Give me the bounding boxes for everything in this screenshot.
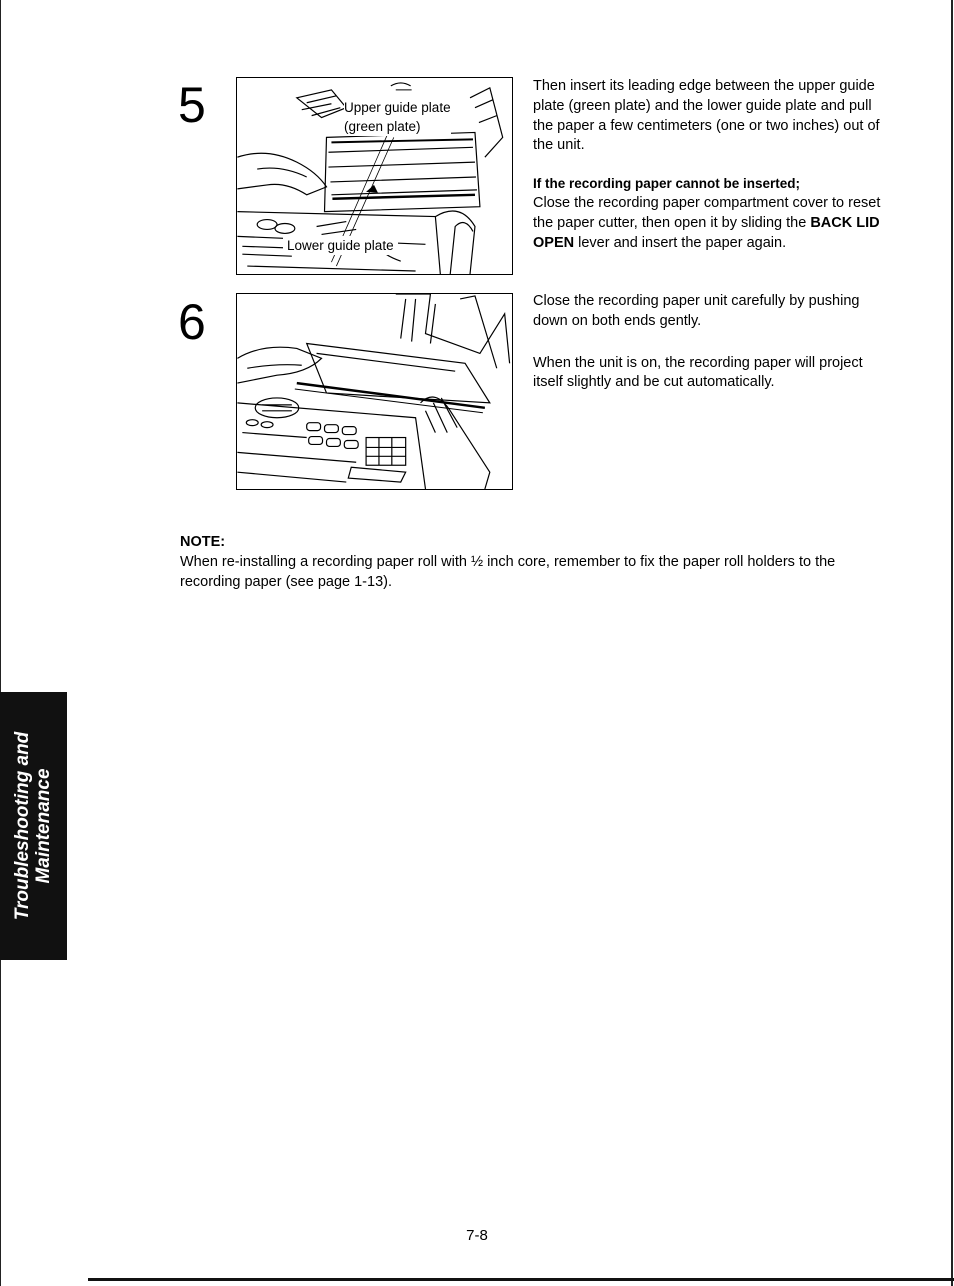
note-section — [180, 533, 880, 592]
step-5-instructions — [533, 77, 893, 253]
callout-upper-line2: (green plate) — [344, 119, 421, 134]
warning-text-before: Close the recording paper compartment cover to reset the paper cutter, then open it by sliding the — [533, 194, 881, 231]
step-6-illustration — [236, 293, 513, 490]
fax-close-unit-drawing — [237, 294, 512, 489]
callout-upper-guide-plate — [344, 98, 451, 136]
step-6-paragraph-1: Close the recording paper unit carefully by pushing down on both ends gently. — [533, 293, 860, 329]
note-text: When re-installing a recording paper roll with ½ inch core, remember to fix the paper roll holders to the recording paper (see page 1-13). — [180, 553, 836, 590]
step-6-number: 6 — [178, 294, 206, 350]
step-6-instructions — [533, 292, 893, 393]
bottom-rule — [88, 1278, 954, 1281]
callout-lower-guide-plate: Lower guide plate — [283, 236, 398, 255]
page-number: 7-8 — [466, 1227, 488, 1244]
section-side-tab-label — [12, 732, 54, 921]
page-edge-right — [951, 0, 953, 1286]
back-lid-open-label: BACK LID OPEN — [533, 214, 880, 251]
step-6-paragraph-2: When the unit is on, the recording paper will project itself slightly and be cut automatically. — [533, 354, 863, 391]
step-5-number: 5 — [178, 77, 206, 133]
warning-text-after: lever and insert the paper again. — [574, 234, 787, 251]
side-tab-line2: Maintenance — [33, 768, 54, 884]
callout-upper-line1: Upper guide plate — [344, 100, 451, 115]
page-edge-left — [0, 0, 1, 1286]
side-tab-line1: Troubleshooting and — [12, 731, 33, 921]
note-heading: NOTE: — [180, 534, 226, 550]
step-5-warning-text — [533, 194, 893, 253]
step-5-warning-heading: If the recording paper cannot be inserted; — [533, 176, 801, 192]
step-5-paragraph: Then insert its leading edge between the upper guide plate (green plate) and the lower guide plate and pull the paper a few centimeters (one or two inches) out of the unit. — [533, 78, 880, 154]
